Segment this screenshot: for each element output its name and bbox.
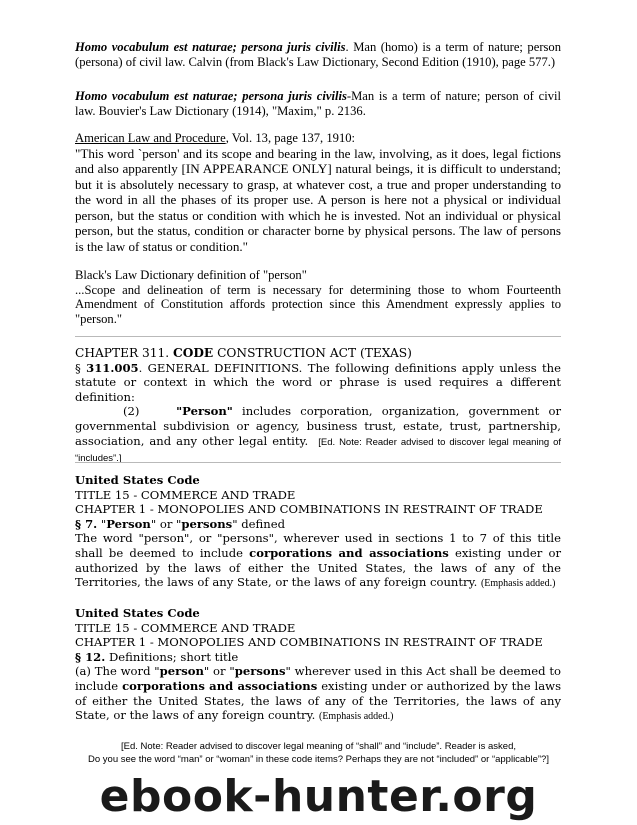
emphasis-note: (Emphasis added.)	[480, 578, 556, 590]
usc-heading: United States Code	[75, 606, 200, 620]
item-number: (2)	[123, 404, 140, 419]
book-title: American Law and Procedure	[75, 131, 226, 145]
body-text: " wherever used in this Act shall be deemed to include	[75, 664, 561, 693]
emphasized-text: corporations and associations	[249, 545, 449, 560]
body-text: existing under or authorized by the laws of either the United States, the laws of any of the Territories, the laws of any State, or the laws of any foreign country.	[75, 678, 562, 723]
usc-chapter: CHAPTER 1 - MONOPOLIES AND COMBINATIONS IN RESTRAINT OF TRADE	[75, 635, 543, 650]
american-law-citation	[75, 131, 561, 146]
maxim-calvin-paragraph	[75, 40, 561, 69]
section-caption: " defined	[232, 516, 285, 531]
conjunction: " or "	[150, 516, 182, 531]
defined-term: persons	[181, 516, 233, 531]
usc-title: TITLE 15 - COMMERCE AND TRADE	[75, 620, 296, 635]
editor-note: [Ed. Note: Reader advised to discover legal meaning of “includes”.]	[75, 436, 562, 465]
body-text: The word "person", or "persons", wherever used in sections 1 to 7 of this title shall be deemed to include	[75, 531, 561, 560]
latin-maxim: Homo vocabulum est naturae; persona juris civilis	[75, 89, 347, 103]
quote-mark: "	[97, 516, 107, 531]
texas-chapter-heading	[75, 346, 561, 361]
section-divider	[75, 462, 561, 463]
maxim-translation: -Man is a term of nature; person of civil law. Bouvier's Law Dictionary (1914), "Maxim," p. 2136.	[75, 89, 561, 118]
chapter-label: CHAPTER 311.	[75, 346, 174, 360]
section-caption: Definitions; short title	[105, 649, 239, 664]
defined-term: person	[159, 664, 204, 679]
note-line: Do you see the word “man” or “woman” in these code items? Perhaps they are not “included” or “applicable”?]	[88, 753, 549, 765]
texas-person-definition	[75, 404, 561, 466]
blacks-heading: Black's Law Dictionary definition of "person"	[75, 268, 307, 282]
usc-section-body	[75, 531, 561, 591]
usc-section-body	[75, 664, 561, 724]
conjunction: " or "	[203, 664, 235, 679]
american-law-quote: "This word `person' and its scope and bearing in the law, involving, as it does, legal fictions and also apparently [IN APPEARANCE ONLY] natural beings, it is difficult to understand; but it is absolutely necessary to grasp, at whatever cost, a true and proper understanding to the word in all the phases of its proper use. A person is here not a physical or individual person, but the status or condition with which he is invested. Not an individual or physical person, but the status, condition or character borne by physical persons. The law of persons is the law of status or condition."	[75, 145, 561, 254]
maxim-translation: . Man (homo) is a term of nature; person (persona) of civil law. Calvin (from Black's Law Dictionary, Second Edition (1910), page 577.)	[75, 40, 562, 69]
defined-term: "Person"	[176, 404, 233, 419]
texas-section	[75, 361, 561, 405]
defined-term: persons	[234, 664, 286, 679]
body-text: existing under or authorized by the laws of either the United States, the laws of any of the Territories, the laws of any State, or the laws of any foreign country.	[75, 545, 562, 590]
section-number: 311.005	[86, 360, 139, 375]
usc-section-heading	[75, 517, 561, 532]
emphasized-text: corporations and associations	[122, 678, 318, 693]
usc-heading: United States Code	[75, 473, 200, 487]
chapter-code-word: CODE	[173, 346, 214, 360]
defined-term: Person	[106, 516, 151, 531]
usc-title: TITLE 15 - COMMERCE AND TRADE	[75, 487, 296, 502]
usc-section-heading	[75, 650, 561, 665]
blacks-definition: ...Scope and delineation of term is necessary for determining those to whom Fourteenth Amendment of Constitution affords protection since this Amendment expressly applies to "person."	[75, 282, 561, 326]
section-text: . GENERAL DEFINITIONS. The following definitions apply unless the statute or context in which the word or phrase is used requires a different definition:	[75, 360, 561, 404]
usc-chapter: CHAPTER 1 - MONOPOLIES AND COMBINATIONS IN RESTRAINT OF TRADE	[75, 502, 543, 517]
section-number: § 7.	[75, 516, 98, 531]
emphasis-note: (Emphasis added.)	[318, 711, 394, 723]
footer-editor-note	[40, 741, 597, 766]
section-number: § 12.	[75, 649, 106, 664]
body-text: (a) The word "	[75, 664, 160, 679]
section-symbol: §	[75, 360, 87, 375]
book-citation: , Vol. 13, page 137, 1910:	[225, 131, 356, 145]
note-line: [Ed. Note: Reader advised to discover legal meaning of “shall” and “include”. Reader is asked,	[121, 741, 516, 752]
chapter-title: CONSTRUCTION ACT (TEXAS)	[213, 346, 412, 360]
definition-text: includes corporation, organization, government or governmental subdivision or agency, business trust, estate, trust, partnership, association, and any other legal entity.	[75, 404, 561, 448]
latin-maxim: Homo vocabulum est naturae; persona juris civilis	[75, 40, 346, 54]
section-divider	[75, 336, 561, 337]
maxim-bouvier-paragraph	[75, 89, 561, 118]
watermark-text: ebook-hunter.org	[99, 771, 538, 822]
